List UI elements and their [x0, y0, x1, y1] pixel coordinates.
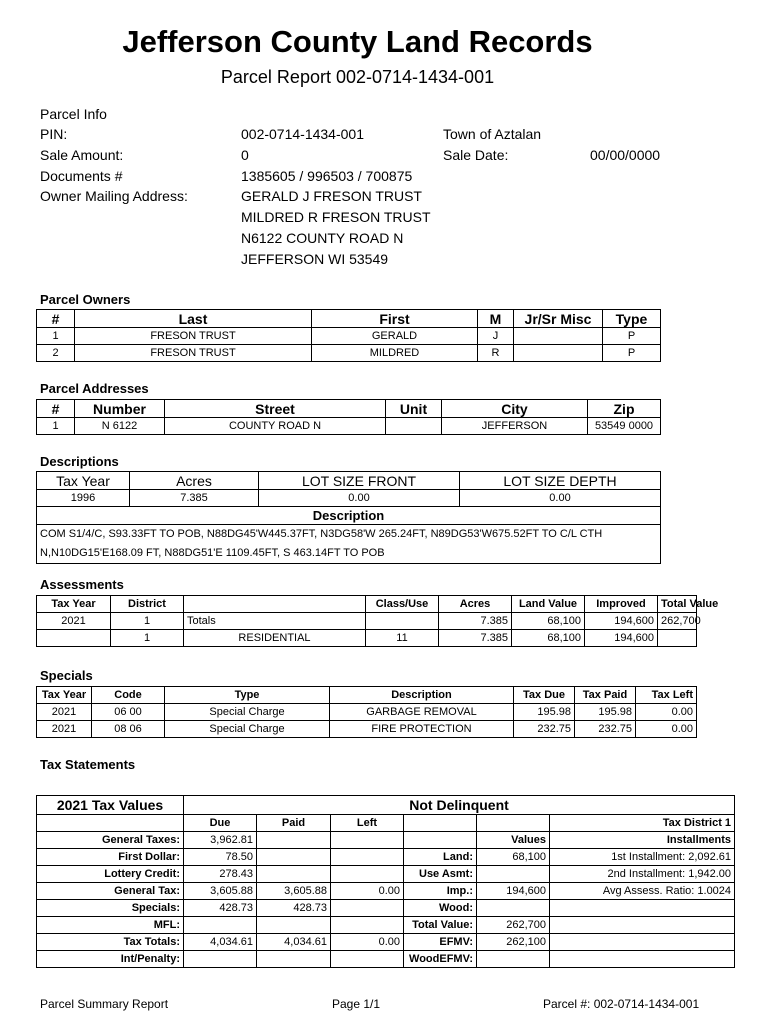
value-cell: [477, 900, 550, 917]
cell: 262,700: [658, 613, 697, 630]
value-cell: 262,100: [477, 934, 550, 951]
values-header: Values: [477, 832, 550, 849]
left-cell: [331, 866, 404, 883]
column-header: LOT SIZE FRONT: [259, 472, 460, 490]
tax-values-title: 2021 Tax Values: [37, 796, 184, 815]
description-row: [37, 525, 661, 564]
table-row: [37, 630, 697, 647]
cell: 232.75: [575, 721, 636, 738]
specials-table: [36, 686, 697, 738]
cell: FRESON TRUST: [75, 328, 312, 345]
due-cell: [184, 917, 257, 934]
description-line: N,N10DG15'E168.09 FT, N88DG51'E 1109.45FT, S 463.14FT TO POB: [40, 547, 385, 559]
row-label: First Dollar:: [37, 849, 184, 866]
cell: 53549 0000: [588, 418, 661, 435]
due-header: Due: [184, 815, 257, 832]
sale-amount-value: 0: [241, 147, 249, 163]
left-header: Left: [331, 815, 404, 832]
cell: Totals: [184, 613, 366, 630]
cell: 194,600: [585, 630, 658, 647]
left-cell: [331, 849, 404, 866]
table-row: [37, 328, 661, 345]
table-row: [37, 951, 735, 968]
table-row: [37, 418, 661, 435]
cell: 1: [111, 630, 184, 647]
owner-address-line: GERALD J FRESON TRUST: [241, 188, 422, 204]
column-header: LOT SIZE DEPTH: [460, 472, 661, 490]
due-cell: 4,034.61: [184, 934, 257, 951]
descriptions-heading: Descriptions: [40, 454, 119, 469]
value-label: Total Value:: [404, 917, 477, 934]
column-header: First: [312, 310, 478, 328]
addresses-heading: Parcel Addresses: [40, 381, 149, 396]
table-row: [37, 883, 735, 900]
table-row: [37, 704, 697, 721]
value-label: [404, 832, 477, 849]
documents-value: 1385605 / 996503 / 700875: [241, 168, 413, 184]
left-cell: [331, 917, 404, 934]
sale-date-label: Sale Date:: [443, 147, 509, 163]
cell: GARBAGE REMOVAL: [330, 704, 514, 721]
row-label: General Taxes:: [37, 832, 184, 849]
tax-values-table: [36, 795, 735, 968]
table-row: [37, 900, 735, 917]
value-cell: [477, 866, 550, 883]
cell: [514, 328, 603, 345]
paid-cell: 3,605.88: [257, 883, 331, 900]
value-label: Wood:: [404, 900, 477, 917]
cell: 0.00: [460, 490, 661, 507]
value-label: Land:: [404, 849, 477, 866]
left-cell: 0.00: [331, 883, 404, 900]
cell: 06 00: [92, 704, 165, 721]
cell: 2021: [37, 613, 111, 630]
description-line: COM S1/4/C, S93.33FT TO POB, N88DG45'W445.37FT, N3DG58'W 265.24FT, N89DG53'W675.52FT TO C/L CTH: [40, 528, 603, 540]
cell: [658, 630, 697, 647]
cell: Special Charge: [165, 704, 330, 721]
column-header: Tax Year: [37, 596, 111, 613]
owner-address-line: N6122 COUNTY ROAD N: [241, 230, 404, 246]
paid-cell: [257, 866, 331, 883]
cell: N 6122: [75, 418, 165, 435]
cell: COUNTY ROAD N: [165, 418, 386, 435]
table-row: [37, 721, 697, 738]
installment-cell: Avg Assess. Ratio: 1.0024: [550, 883, 735, 900]
owners-table: [36, 309, 661, 362]
paid-cell: [257, 917, 331, 934]
column-header: Unit: [386, 400, 442, 418]
cell: Special Charge: [165, 721, 330, 738]
cell: RESIDENTIAL: [184, 630, 366, 647]
row-label: General Tax:: [37, 883, 184, 900]
installment-cell: [550, 934, 735, 951]
cell: 1996: [37, 490, 130, 507]
table-row: [37, 613, 697, 630]
row-label: Tax Totals:: [37, 934, 184, 951]
tax-statements-heading: Tax Statements: [40, 757, 136, 772]
column-header: District: [111, 596, 184, 613]
cell: [386, 418, 442, 435]
cell: 0.00: [259, 490, 460, 507]
paid-cell: 428.73: [257, 900, 331, 917]
table-row: [37, 849, 735, 866]
cell: 68,100: [512, 630, 585, 647]
column-header: #: [37, 310, 75, 328]
value-label: EFMV:: [404, 934, 477, 951]
cell: 2021: [37, 721, 92, 738]
column-header: Tax Paid: [575, 687, 636, 704]
legal-description: [37, 525, 661, 564]
column-header: Class/Use: [366, 596, 439, 613]
due-cell: 78.50: [184, 849, 257, 866]
cell: 195.98: [575, 704, 636, 721]
column-header: #: [37, 400, 75, 418]
owner-address-line: JEFFERSON WI 53549: [241, 251, 389, 267]
owner-address-label: Owner Mailing Address:: [40, 188, 188, 204]
cell: 68,100: [512, 613, 585, 630]
row-label: MFL:: [37, 917, 184, 934]
row-label: Specials:: [37, 900, 184, 917]
left-cell: 0.00: [331, 934, 404, 951]
column-header: Improved: [585, 596, 658, 613]
cell: P: [603, 345, 661, 362]
pin-value: 002-0714-1434-001: [241, 126, 364, 142]
value-label: WoodEFMV:: [404, 951, 477, 968]
column-header: Tax Due: [514, 687, 575, 704]
table-row: [37, 345, 661, 362]
column-header: City: [442, 400, 588, 418]
cell: R: [478, 345, 514, 362]
page-subtitle: Parcel Report 002-0714-1434-001: [220, 67, 495, 87]
column-header: Type: [603, 310, 661, 328]
column-header: Street: [165, 400, 386, 418]
owner-address-line: MILDRED R FRESON TRUST: [241, 209, 431, 225]
parcel-info-heading: Parcel Info: [40, 106, 107, 122]
installment-cell: [550, 900, 735, 917]
table-row: [37, 832, 735, 849]
town-value: Town of Aztalan: [443, 126, 542, 142]
cell: 2: [37, 345, 75, 362]
due-cell: [184, 951, 257, 968]
cell: 195.98: [514, 704, 575, 721]
installment-cell: 2nd Installment: 1,942.00: [550, 866, 735, 883]
assessments-heading: Assessments: [40, 577, 124, 592]
cell: GERALD: [312, 328, 478, 345]
cell: FIRE PROTECTION: [330, 721, 514, 738]
due-cell: 3,605.88: [184, 883, 257, 900]
cell: 7.385: [439, 613, 512, 630]
cell: [366, 613, 439, 630]
table-row: [37, 917, 735, 934]
cell: 08 06: [92, 721, 165, 738]
cell: 0.00: [636, 704, 697, 721]
column-header: Tax Year: [37, 687, 92, 704]
cell: 194,600: [585, 613, 658, 630]
cell: 11: [366, 630, 439, 647]
specials-heading: Specials: [40, 668, 93, 683]
left-cell: [331, 951, 404, 968]
cell: 7.385: [130, 490, 259, 507]
paid-cell: [257, 951, 331, 968]
column-header: M: [478, 310, 514, 328]
footer-page-number: Page 1/1: [332, 997, 381, 1011]
installment-cell: [550, 951, 735, 968]
installment-cell: [550, 917, 735, 934]
value-label: Imp.:: [404, 883, 477, 900]
due-cell: 428.73: [184, 900, 257, 917]
column-header: [184, 596, 366, 613]
column-header: Land Value: [512, 596, 585, 613]
column-header: Description: [330, 687, 514, 704]
delinquency-status: Not Delinquent: [184, 796, 735, 815]
paid-cell: [257, 832, 331, 849]
column-header: Zip: [588, 400, 661, 418]
cell: 232.75: [514, 721, 575, 738]
cell: 1: [111, 613, 184, 630]
value-label: Use Asmt:: [404, 866, 477, 883]
cell: P: [603, 328, 661, 345]
cell: 1: [37, 418, 75, 435]
description-header: Description: [37, 507, 661, 525]
descriptions-table: [36, 471, 661, 564]
cell: [514, 345, 603, 362]
value-cell: 262,700: [477, 917, 550, 934]
table-row: [37, 934, 735, 951]
cell: 7.385: [439, 630, 512, 647]
cell: JEFFERSON: [442, 418, 588, 435]
footer-parcel-number: Parcel #: 002-0714-1434-001: [543, 997, 700, 1011]
pin-label: PIN:: [40, 126, 68, 142]
addresses-table: [36, 399, 661, 435]
footer-report-name: Parcel Summary Report: [40, 997, 169, 1011]
table-row: [37, 490, 661, 507]
assessments-table: [36, 595, 719, 647]
page-title: Jefferson County Land Records: [122, 24, 593, 59]
column-header: Tax Left: [636, 687, 697, 704]
due-cell: 3,962.81: [184, 832, 257, 849]
column-header: Tax Year: [37, 472, 130, 490]
cell: 0.00: [636, 721, 697, 738]
column-header: Total Value: [658, 596, 697, 613]
left-cell: [331, 832, 404, 849]
paid-cell: 4,034.61: [257, 934, 331, 951]
installments-header: Installments: [550, 832, 735, 849]
tax-district: Tax District 1: [550, 815, 735, 832]
column-header: Last: [75, 310, 312, 328]
column-header: Code: [92, 687, 165, 704]
column-header: Number: [75, 400, 165, 418]
cell: 2021: [37, 704, 92, 721]
left-cell: [331, 900, 404, 917]
table-row: [37, 866, 735, 883]
column-header: Acres: [439, 596, 512, 613]
value-cell: [477, 951, 550, 968]
column-header: Jr/Sr Misc: [514, 310, 603, 328]
installment-cell: 1st Installment: 2,092.61: [550, 849, 735, 866]
owners-heading: Parcel Owners: [40, 292, 131, 307]
paid-header: Paid: [257, 815, 331, 832]
documents-label: Documents #: [40, 168, 123, 184]
value-cell: 68,100: [477, 849, 550, 866]
sale-date-value: 00/00/0000: [590, 147, 661, 163]
row-label: Int/Penalty:: [37, 951, 184, 968]
cell: FRESON TRUST: [75, 345, 312, 362]
sale-amount-label: Sale Amount:: [40, 147, 124, 163]
cell: 1: [37, 328, 75, 345]
column-header: Acres: [130, 472, 259, 490]
column-header: Type: [165, 687, 330, 704]
cell: J: [478, 328, 514, 345]
cell: [37, 630, 111, 647]
row-label: Lottery Credit:: [37, 866, 184, 883]
value-cell: 194,600: [477, 883, 550, 900]
paid-cell: [257, 849, 331, 866]
cell: MILDRED: [312, 345, 478, 362]
due-cell: 278.43: [184, 866, 257, 883]
